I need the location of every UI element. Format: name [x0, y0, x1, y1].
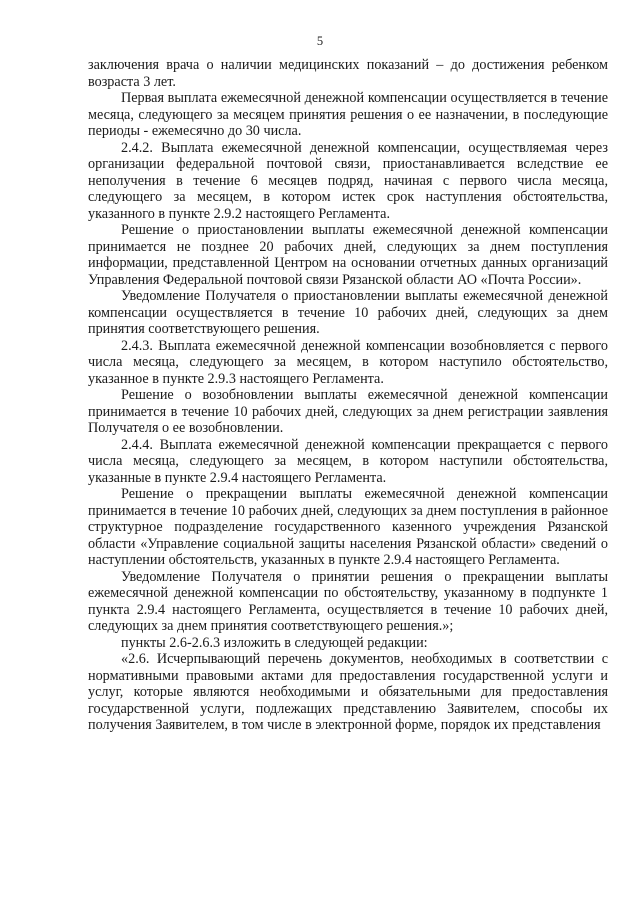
paragraph: 2.4.3. Выплата ежемесячной денежной компенсации возобновляется с первого числа месяца, следующего за месяцем, в котором наступило обстоятельство, указанное в пункте 2.9.3 настоящего Регламента.	[88, 337, 608, 387]
paragraph: заключения врача о наличии медицинских показаний – до достижения ребенком возраста 3 лет.	[88, 57, 608, 90]
paragraph: Уведомление Получателя о принятии решения о прекращении выплаты ежемесячной денежной компенсации по обстоятельству, указанному в подпункте 1 пункта 2.9.4 настоящего Регламента, осуществляется в течение 10 рабочих дней, следующих за днем принятия соответствующего решения.»;	[88, 568, 608, 634]
paragraph: Уведомление Получателя о приостановлении выплаты ежемесячной денежной компенсации осуществляется в течение 10 рабочих дней, следующих за днем принятия соответствующего решения.	[88, 288, 608, 337]
page-number: 5	[316, 34, 324, 48]
paragraph: пункты 2.6-2.6.3 изложить в следующей редакции:	[121, 634, 428, 651]
paragraph: Решение о прекращении выплаты ежемесячной денежной компенсации принимается в течение 10 рабочих дней, следующих за днем поступления в районное структурное подразделение государственного казенного учреждения Рязанской области «Управление социальной защиты населения Рязанской области» сведений о наступлении обстоятельств, указанных в пункте 2.9.4 настоящего Регламента.	[88, 486, 608, 568]
paragraph: 2.4.2. Выплата ежемесячной денежной компенсации, осуществляемая через организации федеральной почтовой связи, приостанавливается вследствие ее неполучения в течение 6 месяцев подряд, начиная с первого числа месяца, следующего за месяцем, в котором истек срок наступления обстоятельства, указанного в пункте 2.9.2 настоящего Регламента.	[88, 139, 608, 222]
paragraph: Решение о возобновлении выплаты ежемесячной денежной компенсации принимается в течение 10 рабочих дней, следующих за днем регистрации заявления Получателя о ее возобновлении.	[88, 387, 608, 436]
paragraph: Решение о приостановлении выплаты ежемесячной денежной компенсации принимается не позднее 20 рабочих дней, следующих за днем поступления информации, представленной Центром на основании отчетных данных организаций Управления Федеральной почтовой связи Рязанской области АО «Почта России».	[88, 222, 608, 288]
body-text	[88, 57, 608, 734]
paragraph: «2.6. Исчерпывающий перечень документов, необходимых в соответствии с нормативными правовыми актами для предоставления государственной услуги и услуг, которые являются необходимыми и обязательными для предоставления государственной услуги, подлежащих представлению Заявителем, способы их получения Заявителем, в том числе в электронной форме, порядок их представления	[88, 651, 608, 733]
paragraph: 2.4.4. Выплата ежемесячной денежной компенсации прекращается с первого числа месяца, следующего за месяцем, в котором наступили обстоятельства, указанные в пункте 2.9.4 настоящего Регламента.	[88, 436, 608, 486]
paragraph: Первая выплата ежемесячной денежной компенсации осуществляется в течение месяца, следующего за месяцем принятия решения о ее назначении, в последующие периоды - ежемесячно до 30 числа.	[88, 90, 608, 139]
